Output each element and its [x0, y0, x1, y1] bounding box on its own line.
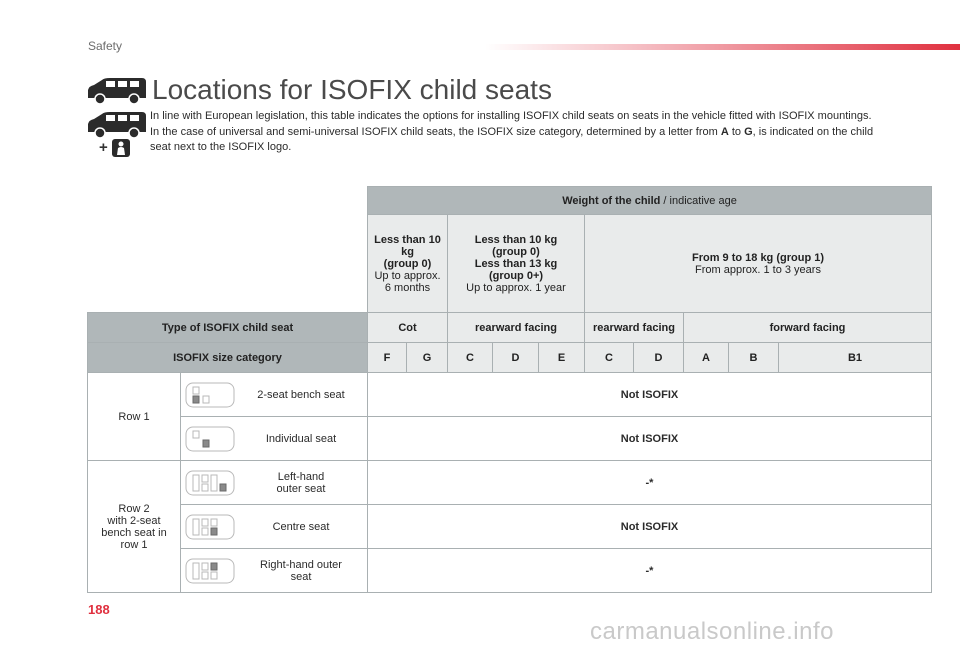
size-cell: F	[368, 343, 407, 373]
value-cell: -*	[368, 549, 932, 593]
group-0plus-line-5: Up to approx. 1 year	[466, 281, 566, 294]
group-0plus-line-2: (group 0)	[492, 245, 540, 258]
group-0-line-1: Less than 10 kg	[374, 233, 441, 258]
size-cell: B	[729, 343, 779, 373]
isofix-child-seat-icon	[111, 138, 131, 158]
group-1-line-2: From approx. 1 to 3 years	[695, 263, 821, 276]
page-title: Locations for ISOFIX child seats	[152, 74, 552, 105]
group-0plus-line-1: Less than 10 kg	[474, 233, 558, 246]
seat-row1-individual	[181, 417, 368, 461]
size-cell: G	[407, 343, 448, 373]
seat-row1-bench	[181, 373, 368, 417]
group-0plus-line-3: Less than 13 kg	[474, 257, 558, 270]
letter-a: A	[720, 125, 729, 138]
seat-name-line-1: Right-hand outer	[260, 558, 342, 571]
value-cell: Not ISOFIX	[368, 417, 932, 461]
header-accent-bar	[485, 44, 960, 50]
group-0-line-4: 6 months	[384, 281, 431, 294]
seat-row2-right	[181, 549, 368, 593]
seat-diagram-icon	[185, 424, 235, 454]
value-cell: Not ISOFIX	[368, 373, 932, 417]
row-2-line-3: bench seat in	[101, 526, 167, 539]
row-2-line-1: Row 2	[118, 502, 150, 515]
type-rearward-2: rearward facing	[585, 313, 684, 343]
page-number: 188	[88, 602, 110, 617]
intro-line-2	[150, 125, 890, 156]
seat-diagram-icon	[185, 556, 235, 586]
seat-name	[235, 559, 367, 583]
section-label: Safety	[88, 39, 123, 53]
seat-name-line-1: Left-hand	[277, 470, 325, 483]
watermark: carmanualsonline.info	[590, 618, 834, 645]
type-forward: forward facing	[684, 313, 932, 343]
intro-to: to	[728, 125, 745, 138]
seat-name: Individual seat	[265, 432, 337, 445]
van-icon	[86, 76, 148, 106]
plus-symbol: +	[99, 139, 108, 156]
seat-name	[235, 471, 367, 495]
size-cell: A	[684, 343, 729, 373]
size-cell: C	[585, 343, 634, 373]
letter-g: G	[744, 125, 753, 138]
group-1-header	[585, 215, 932, 313]
seat-diagram-icon	[185, 512, 235, 542]
size-cell: B1	[779, 343, 932, 373]
seat-name: Centre seat	[272, 520, 330, 533]
seat-name-line-2: seat	[290, 570, 312, 583]
seat-name-line-2: outer seat	[276, 482, 326, 495]
type-label: Type of ISOFIX child seat	[88, 313, 368, 343]
group-0-header	[368, 215, 448, 313]
size-label: ISOFIX size category	[88, 343, 368, 373]
seat-diagram-icon	[185, 380, 235, 410]
seat-row2-left	[181, 461, 368, 505]
isofix-table	[87, 186, 932, 593]
group-0plus-line-4: (group 0+)	[488, 269, 544, 282]
van-long-icon	[86, 110, 148, 140]
seat-diagram-icon	[185, 468, 235, 498]
size-cell: E	[539, 343, 585, 373]
type-rearward-1: rearward facing	[448, 313, 585, 343]
intro-line-2-pre: In the case of universal and semi-universal ISOFIX child seats, the ISOFIX size category, determined by a letter from	[150, 125, 721, 138]
empty-corner	[88, 187, 368, 215]
size-cell: D	[493, 343, 539, 373]
group-1-line-1: From 9 to 18 kg (group 1)	[691, 251, 824, 264]
seat-row2-centre	[181, 505, 368, 549]
intro-line-2-post: , is indicated on the child seat next to the ISOFIX logo.	[150, 125, 874, 153]
group-0plus-header	[448, 215, 585, 313]
weight-header-rest: / indicative age	[660, 194, 737, 207]
intro-line-1: In line with European legislation, this table indicates the options for installing ISOFIX child seats on seats in the vehicle fitted with ISOFIX mountings.	[150, 110, 872, 122]
group-0-line-2: (group 0)	[383, 257, 432, 270]
weight-header	[368, 187, 932, 215]
group-0-line-3: Up to approx.	[374, 269, 441, 282]
value-cell: Not ISOFIX	[368, 505, 932, 549]
row-2-label	[88, 461, 181, 593]
row-2-line-2: with 2-seat	[107, 514, 161, 527]
intro-text	[150, 109, 890, 156]
row-2-line-4: row 1	[120, 538, 148, 551]
row-1-label: Row 1	[88, 373, 181, 461]
weight-header-bold: Weight of the child	[562, 194, 661, 207]
empty-corner-2	[88, 215, 368, 313]
value-cell: -*	[368, 461, 932, 505]
seat-name: 2-seat bench seat	[257, 388, 345, 401]
size-cell: C	[448, 343, 493, 373]
size-cell: D	[634, 343, 684, 373]
type-cot: Cot	[368, 313, 448, 343]
